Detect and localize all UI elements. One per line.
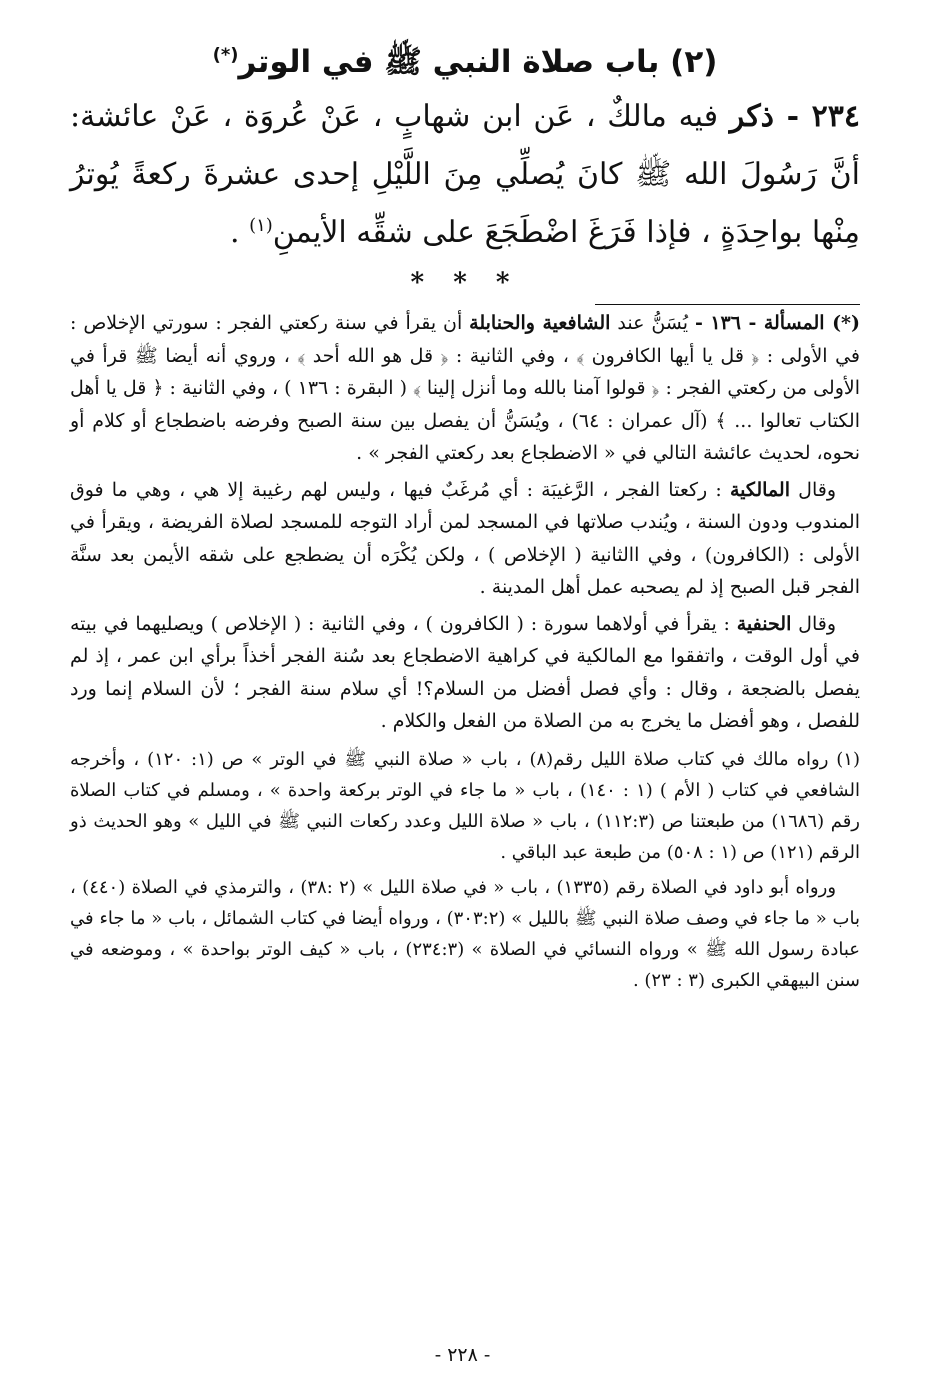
issue-p3-text: : يقرأ في أولاهما سورة : ( الكافرون ) ، وفي الثانية : ( الإخلاص ) ويصليهما في بيته في أول الوقت ، واتفقوا مع المالكية في كراهية الاضطجاع بعد سُنة الفجر أخذاً برأي ابن عمر ، إذ لم يفصل بالضجعة ، وقال : وأي فصل أفضل من السلام؟! أي سلام سنة الفجر ؛ لأن السلام إنما ورد للفصل ، وهو أفضل ما يخرج به من الصلاة من الفعل والكلام . [70,612,860,732]
footnote-1-continued: ورواه أبو داود في الصلاة رقم (١٣٣٥) ، باب « في صلاة الليل » (٢ :٣٨) ، والترمذي في الصلاة (٤٤٠) ، باب « ما جاء في وصف صلاة النبي ﷺ بالليل » (٣٠٣:٢) ، ورواه أيضا في كتاب الشمائل ، باب « ما جاء في عبادة رسول الله ﷺ » ورواه النسائي في الصلاة » (٢٣٤:٣) ، باب « كيف الوتر بواحدة » ، وموضعه في سنن البيهقي الكبرى (٣ : ٢٣) . [70,876,860,991]
issue-intro: يُسَنُّ عند [617,312,689,334]
hadith-line-1: فيه مالكٌ ، عَن ابن شهابٍ ، عَنْ عُروَة ، عَنْ عائشة: [70,99,719,134]
issue-paragraph-1 [70,307,860,470]
issue-marker: (*) المسألة - ١٣٦ - [694,312,860,334]
chapter-number: (٢) [670,44,718,80]
hadith-number: ٢٣٤ - ذكر [729,99,860,134]
issue-schools: الشافعية والحنابلة [469,312,611,334]
issue-paragraph-2 [70,474,860,604]
issue-p3-school: الحنفية [736,612,792,635]
issue-p2-text: : ركعتا الفجر ، الرَّغيبَة : أي مُرغَبٌ فيها ، وليس لهم رغيبة إلا هي ، وهي ما فوق المندوب ودون السنة ، ويُندب صلاتها في المسجد لمن أراد التوجه للمسجد لصلاة الفريضة ، ويقرأ في الأولى : (الكافرون) ، وفي االثانية ( الإخلاص ) ، ولكن يُكْرَه أن يضطجع على شقه الأيمن بعد سنَّة الفجر قبل الصبح إذ لم يصحبه عمل أهل المدينة . [70,478,860,598]
issue-p1-text: أن يقرأ في سنة ركعتي الفجر : سورتي الإخلاص : في الأولى : ﴿ قل يا أيها الكافرون ﴾ ، وفي الثانية : ﴿ قل هو الله أحد ﴾ ، وروي أنه أيضا ﷺ قرأ في الأولى من ركعتي الفجر : ﴿ قولوا آمنا بالله وما أنزل إلينا ﴾ ( البقرة : ١٣٦ ) ، وفي الثانية : ﴿ قل يا أهل الكتاب تعالوا ... ﴾ (آل عمران : ٦٤) ، ويُسَنُّ أن يفصل بين سنة الصبح وفرضه باضطجاع أو كلام أو نحوه، لحديث عائشة التالي في « الاضطجاع بعد ركعتي الفجر » . [70,312,860,464]
footnotes [70,744,860,996]
chapter-title [70,40,860,84]
chapter-note-marker: (*) [212,44,239,66]
note-rule [595,304,860,305]
footnote-1: (١) رواه مالك في كتاب صلاة الليل رقم(٨) ، باب « صلاة النبي ﷺ في الوتر » ص (١: ١٢٠) ، وأخرجه الشافعي في كتاب ( الأم ) (١ : ١٤٠) ، باب « ما جاء في الوتر بركعة واحدة » ، ومسلم في كتاب الصلاة رقم (١٦٨٦) من طبعتنا ص (١١٢:٣) ، باب « صلاة الليل وعدد ركعات النبي ﷺ في الليل » وهو الحديث ذو الرقم (١٢١) ص (١ : ٥٠٨) من طبعة عبد الباقي . [70,748,861,863]
hadith-line-3: بواحِدَةٍ ، فإذا فَرَغَ اضْطَجَعَ على شقِّه الأيمنِ [272,215,803,250]
hadith-line-2: أنَّ رَسُولَ الله ﷺ كانَ يُصلِّي مِنَ اللَّيْلِ إحدى عشرةَ ركعةً يُوترُ مِنْها [70,157,860,250]
hadith-footnote-ref: (١) [249,215,273,236]
chapter-title-text: باب صلاة النبي ﷺ في الوتر [238,44,660,80]
issue-p2-lead: وقال [798,478,837,501]
hadith-end: . [229,215,240,250]
page-number: - ٢٢٨ - [434,1344,491,1366]
section-separator: * * * [410,268,520,298]
issue-p3-lead: وقال [798,612,836,635]
issue-p2-school: المالكية [729,478,790,501]
hadith-text [70,88,860,262]
issue-paragraph-3 [70,608,860,738]
page-body [70,40,860,996]
